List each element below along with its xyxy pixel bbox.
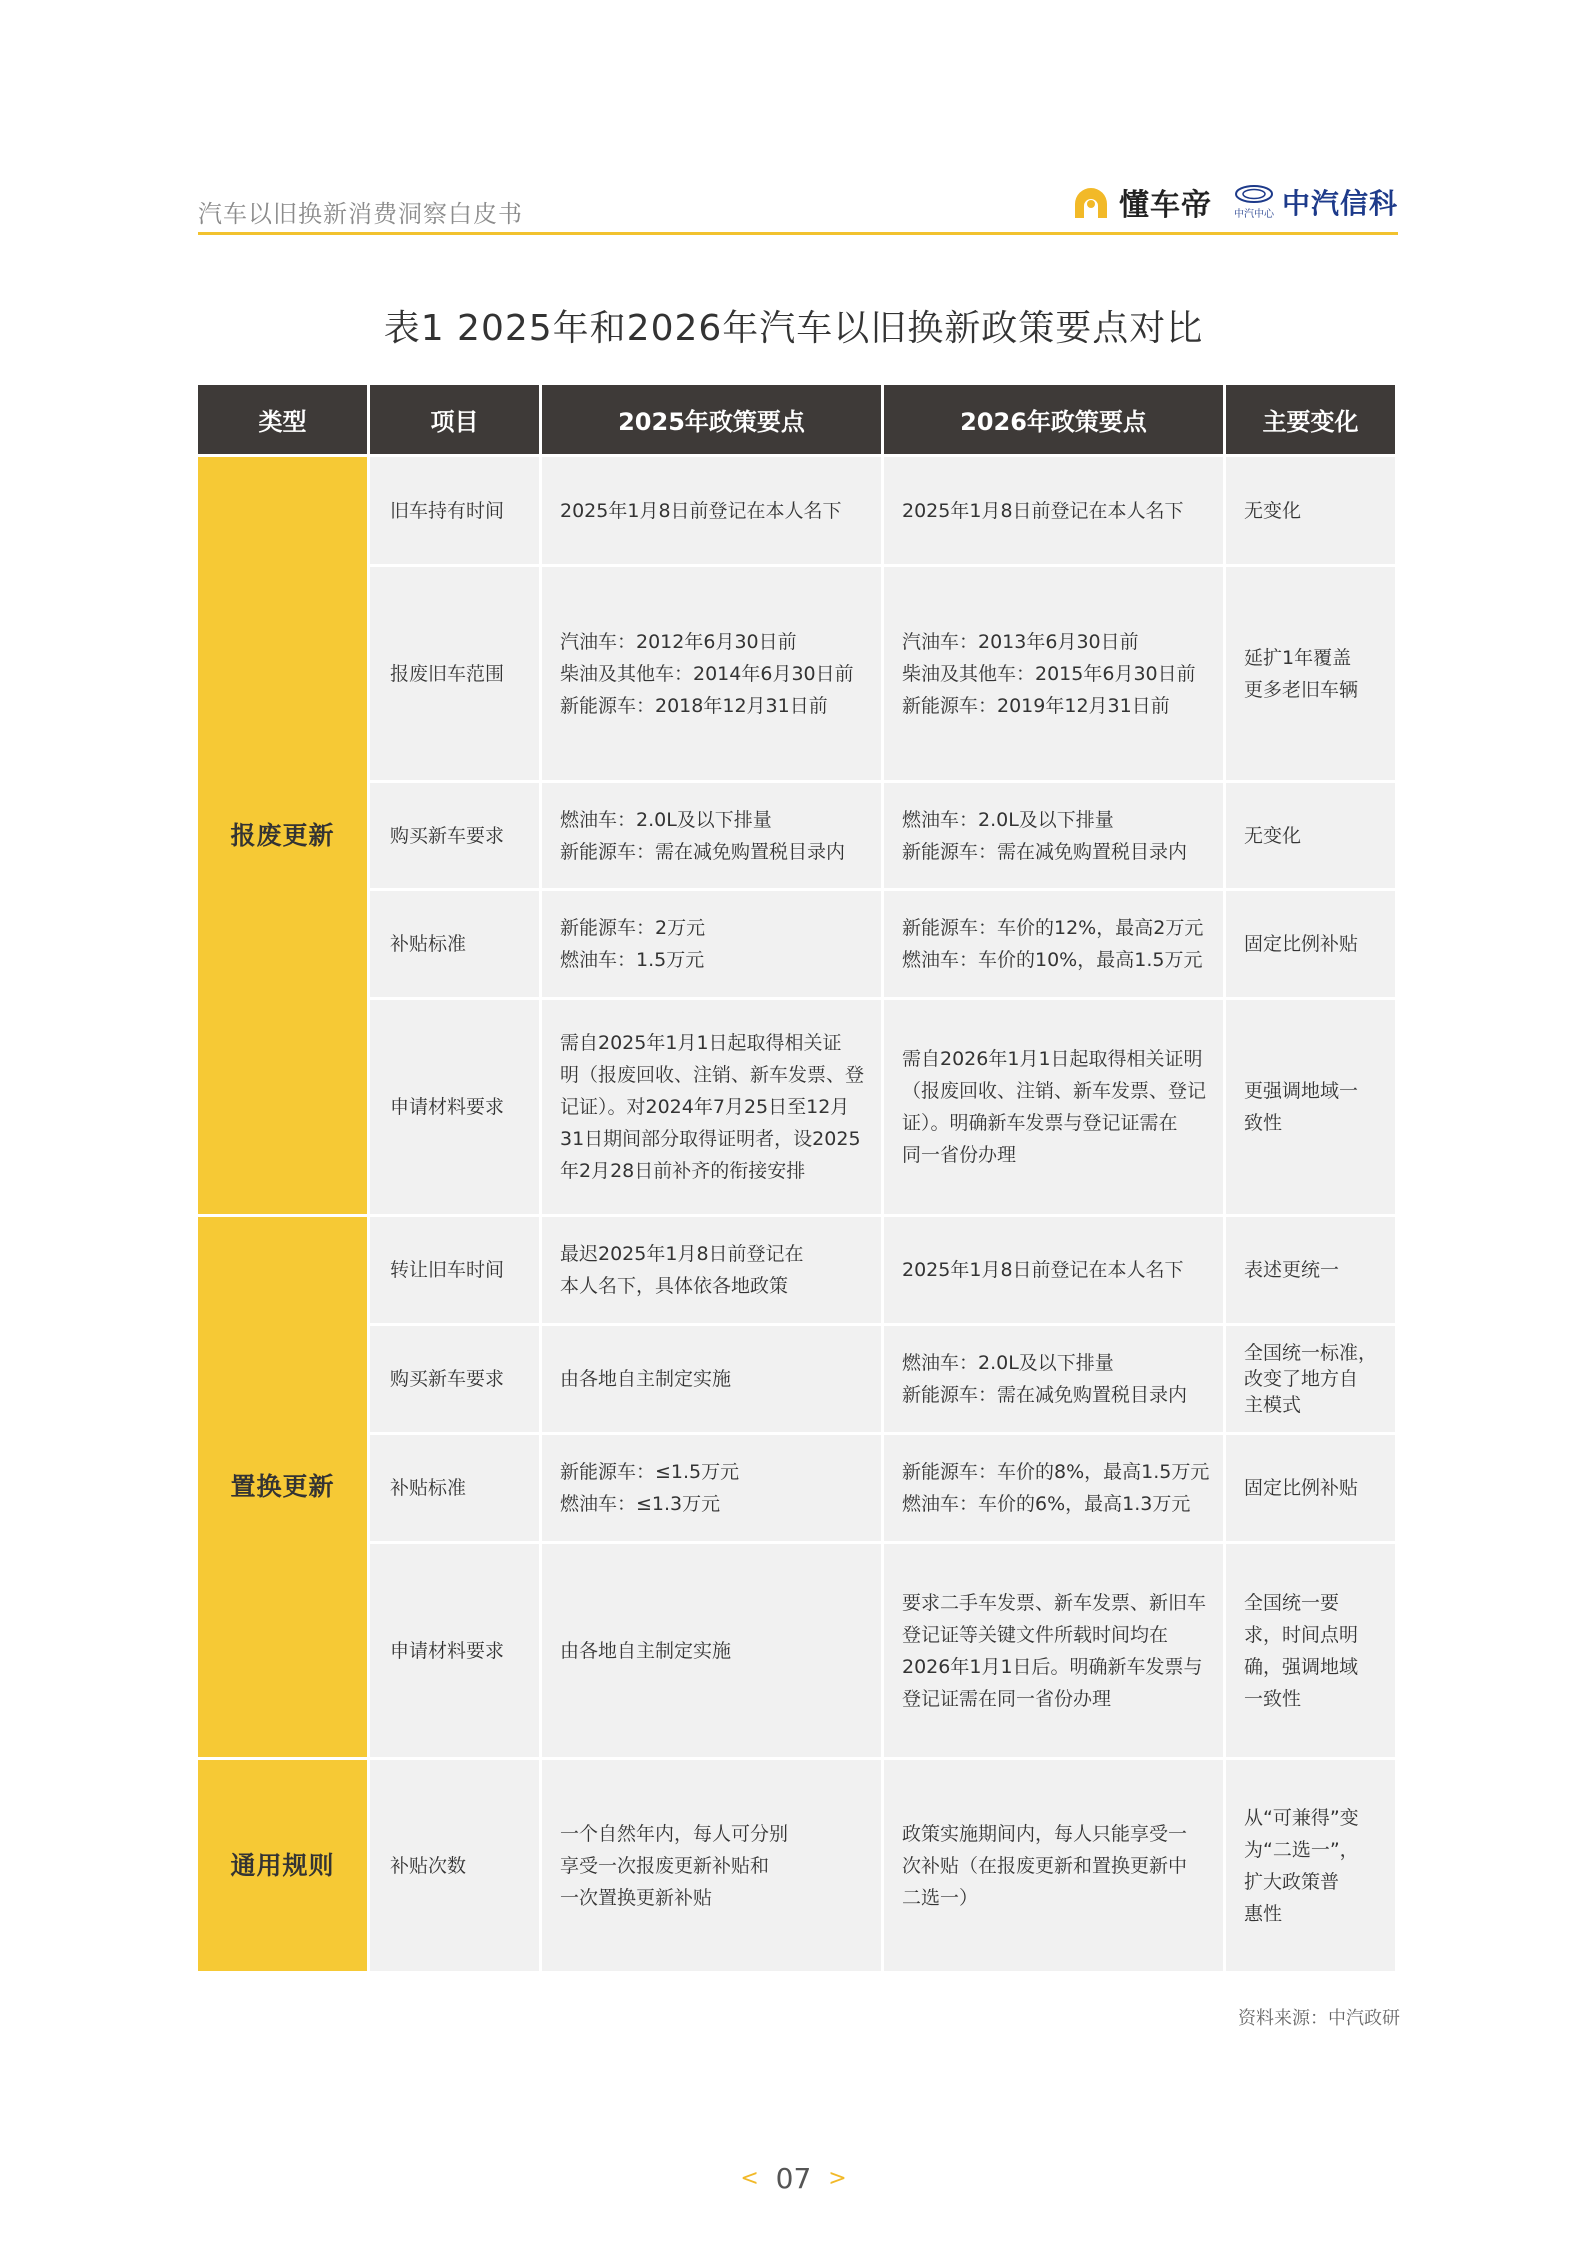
cell-line: 需自2026年1月1日起取得相关证明 [902, 1048, 1203, 1070]
change-cell [1226, 1217, 1395, 1323]
cell-line: 年2月28日前补齐的衔接安排 [560, 1160, 806, 1182]
change-cell [1226, 1544, 1395, 1757]
item-cell: 旧车持有时间 [370, 457, 539, 564]
cell-line: 柴油及其他车：2015年6月30日前 [902, 662, 1196, 685]
dongchedi-logo-text: 懂车帝 [1119, 188, 1212, 223]
cell-line: 2025年1月8日前登记在本人名下 [902, 1259, 1184, 1281]
cell-line: 新能源车：车价的8%，最高1.5万元 [902, 1461, 1210, 1483]
zhongqi-emblem [1234, 184, 1274, 220]
cell-line: 全国统一标准， [1244, 1342, 1378, 1364]
cell-line: 一次置换更新补贴 [560, 1886, 713, 1909]
item-cell: 购买新车要求 [370, 783, 539, 888]
change-cell [1226, 1435, 1395, 1541]
change-cell [1226, 1000, 1395, 1214]
cell-line: 改变了地方自 [1244, 1368, 1359, 1390]
cell-line: 惠性 [1244, 1902, 1283, 1925]
item-cell: 申请材料要求 [370, 1544, 539, 1757]
cell-line: 新能源车：≤1.5万元 [560, 1461, 740, 1483]
cell-line: （报废回收、注销、新车发票、登记 [902, 1080, 1207, 1102]
cell-line: 需自2025年1月1日起取得相关证 [560, 1032, 842, 1054]
cell-line: 二选一） [902, 1886, 979, 1909]
cell-line: 燃油车：2.0L及以下排量 [902, 1352, 1114, 1374]
column-header-item: 项目 [370, 385, 539, 454]
category-cell: 报废更新 [198, 457, 367, 1214]
item-cell: 报废旧车范围 [370, 567, 539, 780]
cell-line: 同一省份办理 [902, 1144, 1017, 1166]
table-row [198, 1326, 1395, 1432]
cell-line: 汽油车：2013年6月30日前 [902, 630, 1139, 653]
item-cell: 购买新车要求 [370, 1326, 539, 1432]
policy-2026-cell [884, 1760, 1223, 1971]
change-cell [1226, 891, 1395, 997]
table-row [198, 783, 1395, 888]
column-header-2026: 2026年政策要点 [884, 385, 1223, 454]
prev-page-chevron-icon: < [740, 2166, 759, 2191]
cell-line: 从“可兼得”变 [1244, 1806, 1359, 1829]
page-number-value: 07 [775, 2162, 812, 2195]
cell-line: 主模式 [1244, 1394, 1302, 1416]
catarc-emblem-icon [1234, 184, 1274, 204]
table-row [198, 1000, 1395, 1214]
policy-2026-cell [884, 1544, 1223, 1757]
cell-line: 31日期间部分取得证明者，设2025 [560, 1128, 861, 1150]
cell-line: 记证）。对2024年7月25日至12月 [560, 1096, 850, 1118]
cell-line: 2025年1月8日前登记在本人名下 [902, 499, 1184, 522]
policy-2026-cell [884, 891, 1223, 997]
policy-2025-cell [542, 1435, 881, 1541]
cell-line: 固定比例补贴 [1244, 1477, 1359, 1499]
policy-2025-cell [542, 567, 881, 780]
policy-2025-cell [542, 1544, 881, 1757]
cell-line: 证）。明确新车发票与登记证需在 [902, 1112, 1178, 1134]
zhongqi-emblem-caption: 中汽中心 [1233, 209, 1274, 220]
item-cell: 补贴标准 [370, 1435, 539, 1541]
policy-2026-cell [884, 1217, 1223, 1323]
cell-line: 新能源车：2019年12月31日前 [902, 694, 1170, 717]
cell-line: 2026年1月1日后。明确新车发票与 [902, 1655, 1203, 1678]
cell-line: 新能源车：2018年12月31日前 [560, 694, 828, 717]
cell-line: 表述更统一 [1244, 1259, 1340, 1281]
cell-line: 固定比例补贴 [1244, 933, 1359, 955]
policy-2026-cell [884, 1326, 1223, 1432]
zhongqi-logo-text: 中汽信科 [1281, 187, 1398, 220]
cell-line: 致性 [1244, 1112, 1283, 1134]
dongchedi-logo [1071, 180, 1212, 224]
cell-line: 燃油车：1.5万元 [560, 949, 705, 971]
cell-line: 全国统一要 [1244, 1591, 1340, 1614]
cell-line: 新能源车：车价的12%，最高2万元 [902, 917, 1204, 939]
document-title: 汽车以旧换新消费洞察白皮书 [198, 200, 523, 228]
cell-line: 汽油车：2012年6月30日前 [560, 630, 797, 653]
policy-2026-cell [884, 783, 1223, 888]
change-cell [1226, 1760, 1395, 1971]
cell-line: 新能源车：需在减免购置税目录内 [902, 840, 1188, 863]
cell-line: 燃油车：≤1.3万元 [560, 1493, 721, 1515]
table-row [198, 1435, 1395, 1541]
next-page-chevron-icon: > [828, 2166, 847, 2191]
cell-line: 更强调地域一 [1244, 1080, 1359, 1102]
cell-line: 扩大政策普 [1244, 1870, 1340, 1893]
category-cell: 置换更新 [198, 1217, 367, 1757]
cell-line: 求，时间点明 [1244, 1623, 1359, 1646]
table-row [198, 457, 1395, 564]
policy-2026-cell [884, 1435, 1223, 1541]
table-row [198, 1760, 1395, 1971]
cell-line: 登记证需在同一省份办理 [902, 1687, 1112, 1710]
cell-line: 燃油车：2.0L及以下排量 [560, 808, 772, 831]
policy-2025-cell [542, 1217, 881, 1323]
policy-2025-cell [542, 891, 881, 997]
cell-line: 无变化 [1244, 824, 1302, 847]
page-header [198, 180, 1398, 235]
change-cell [1226, 783, 1395, 888]
cell-line: 要求二手车发票、新车发票、新旧车 [902, 1591, 1207, 1614]
column-header-type: 类型 [198, 385, 367, 454]
cell-line: 燃油车：车价的10%，最高1.5万元 [902, 949, 1203, 971]
cell-line: 更多老旧车辆 [1244, 678, 1359, 701]
table-row [198, 1544, 1395, 1757]
item-cell: 补贴次数 [370, 1760, 539, 1971]
dongchedi-logo-icon [1071, 184, 1111, 220]
cell-line: 无变化 [1244, 499, 1302, 522]
policy-2025-cell [542, 457, 881, 564]
change-cell [1226, 457, 1395, 564]
change-cell [1226, 1326, 1395, 1432]
cell-line: 新能源车：需在减免购置税目录内 [902, 1384, 1188, 1406]
cell-line: 一致性 [1244, 1687, 1302, 1710]
policy-2025-cell [542, 1000, 881, 1214]
cell-line: 为“二选一”， [1244, 1838, 1359, 1861]
policy-2026-cell [884, 1000, 1223, 1214]
table-header-row [198, 385, 1395, 454]
policy-2026-cell [884, 457, 1223, 564]
column-header-change: 主要变化 [1226, 385, 1395, 454]
cell-line: 燃油车：车价的6%，最高1.3万元 [902, 1493, 1191, 1515]
policy-2025-cell [542, 783, 881, 888]
cell-line: 由各地自主制定实施 [560, 1368, 732, 1390]
cell-line: 最迟2025年1月8日前登记在 [560, 1243, 804, 1265]
cell-line: 新能源车：需在减免购置税目录内 [560, 840, 846, 863]
policy-2025-cell [542, 1760, 881, 1971]
table-row [198, 567, 1395, 780]
cell-line: 由各地自主制定实施 [560, 1639, 732, 1662]
table-row [198, 1217, 1395, 1323]
cell-line: 政策实施期间内，每人只能享受一 [902, 1822, 1188, 1845]
source-note: 资料来源：中汽政研 [1238, 2008, 1400, 2029]
table-title: 表1 2025年和2026年汽车以旧换新政策要点对比 [383, 308, 1204, 349]
item-cell: 转让旧车时间 [370, 1217, 539, 1323]
zhongqi-logo [1234, 180, 1398, 224]
cell-line: 登记证等关键文件所载时间均在 [902, 1623, 1169, 1646]
cell-line: 2025年1月8日前登记在本人名下 [560, 499, 842, 522]
cell-line: 一个自然年内，每人可分别 [560, 1822, 789, 1845]
category-cell: 通用规则 [198, 1760, 367, 1971]
cell-line: 延扩1年覆盖 [1244, 646, 1352, 669]
policy-2026-cell [884, 567, 1223, 780]
policy-comparison-table [195, 382, 1398, 1974]
table-row [198, 891, 1395, 997]
cell-line: 享受一次报废更新补贴和 [560, 1854, 770, 1877]
policy-2025-cell [542, 1326, 881, 1432]
cell-line: 次补贴（在报废更新和置换更新中 [902, 1854, 1188, 1877]
cell-line: 燃油车：2.0L及以下排量 [902, 808, 1114, 831]
cell-line: 新能源车：2万元 [560, 917, 706, 939]
cell-line: 确，强调地域 [1244, 1655, 1359, 1678]
item-cell: 申请材料要求 [370, 1000, 539, 1214]
cell-line: 明（报废回收、注销、新车发票、登 [560, 1064, 865, 1086]
cell-line: 柴油及其他车：2014年6月30日前 [560, 662, 854, 685]
change-cell [1226, 567, 1395, 780]
page-number [0, 2162, 1587, 2195]
cell-line: 本人名下，具体依各地政策 [560, 1275, 789, 1297]
column-header-2025: 2025年政策要点 [542, 385, 881, 454]
item-cell: 补贴标准 [370, 891, 539, 997]
